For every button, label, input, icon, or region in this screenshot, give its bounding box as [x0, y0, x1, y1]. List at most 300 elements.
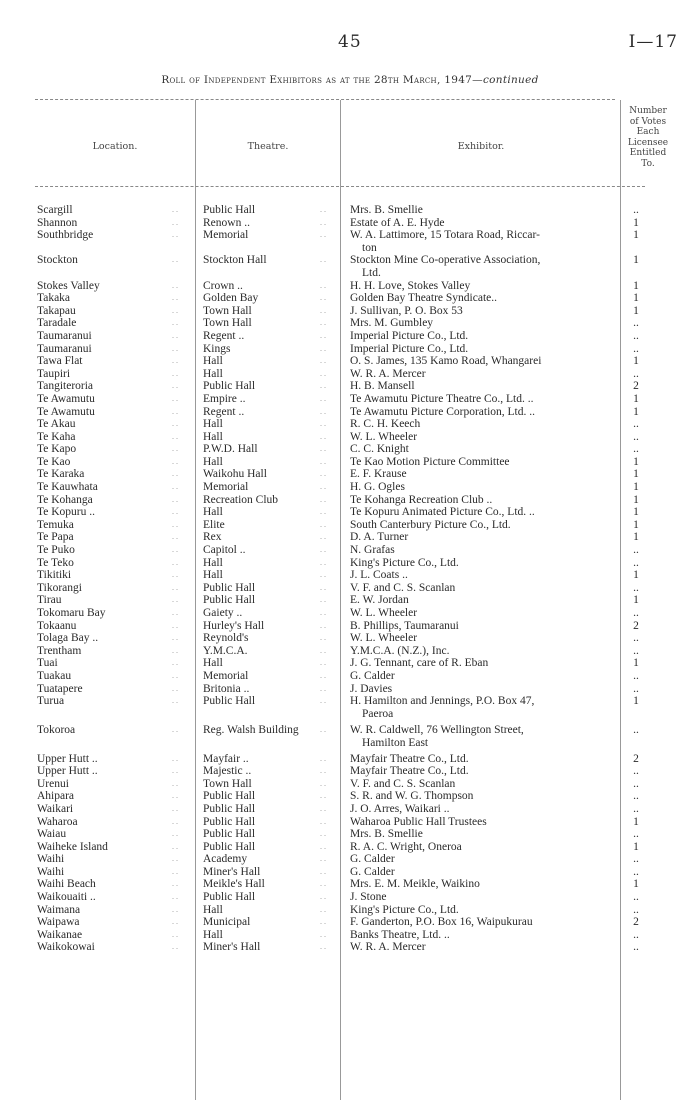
exhibitor-cell: [350, 204, 620, 217]
exhibitor-cell: [350, 657, 620, 670]
exhibitor-line: C. C. Knight: [350, 443, 409, 456]
table-row: [0, 878, 700, 891]
dot-leader: ..: [172, 816, 180, 826]
dot-leader: ..: [320, 582, 328, 592]
votes-line: Each: [636, 127, 660, 137]
dot-leader: ..: [320, 854, 328, 864]
dot-leader: ..: [172, 343, 180, 353]
theatre-cell: Memorial: [203, 669, 249, 682]
votes-cell: ..: [633, 777, 639, 790]
theatre-cell: Memorial: [203, 229, 249, 242]
exhibitor-cell: [350, 506, 620, 519]
dot-leader: ..: [320, 608, 328, 617]
title-text: Roll of Independent Exhibitors as at the 28th March, 1947: [161, 74, 473, 86]
exhibitor-cell: [350, 355, 620, 368]
dot-leader: ..: [172, 532, 180, 542]
exhibitor-line: Y.M.C.A. (N.Z.), Inc.: [350, 644, 450, 657]
exhibitor-line: E. W. Jordan: [350, 594, 409, 607]
location-cell: Tirau: [37, 594, 62, 607]
theatre-cell: Public Hall: [203, 790, 256, 803]
theatre-cell: Majestic ..: [203, 765, 252, 778]
dot-leader: ..: [320, 929, 328, 939]
votes-cell: ..: [633, 367, 639, 380]
theatre-cell: Hall: [203, 506, 223, 519]
exhibitor-line: J. G. Tennant, care of R. Eban: [350, 657, 489, 670]
dot-leader: ..: [320, 766, 328, 776]
table-row: [0, 891, 700, 904]
votes-line: Entitled: [629, 148, 667, 158]
table-row: [0, 941, 700, 954]
theatre-cell: Hall: [203, 657, 223, 670]
votes-line: To.: [641, 158, 655, 169]
theatre-cell: Hall: [203, 556, 223, 569]
votes-line: Number: [629, 106, 667, 116]
votes-cell: 2: [633, 619, 639, 632]
exhibitor-line: South Canterbury Picture Co., Ltd.: [350, 518, 511, 531]
votes-cell: 1: [633, 455, 639, 468]
location-cell: Waimana: [37, 903, 81, 916]
votes-cell: 2: [633, 380, 639, 393]
exhibitor-line: N. Grafas: [350, 544, 395, 557]
dot-leader: ..: [172, 570, 180, 580]
exhibitor-cell: [350, 468, 620, 481]
table-row: [0, 506, 700, 519]
table-row: [0, 229, 700, 254]
dot-leader: ..: [172, 456, 180, 466]
location-cell: Tikitiki: [37, 569, 72, 582]
dot-leader: ..: [172, 469, 180, 479]
table-row: [0, 254, 700, 279]
location-cell: Urenui: [37, 777, 69, 790]
table-row: [0, 790, 700, 803]
exhibitor-line: Waharoa Public Hall Trustees: [350, 815, 487, 828]
dot-leader: ..: [172, 318, 180, 328]
header-exhibitor: Exhibitor.: [457, 141, 505, 152]
exhibitor-line: Te Awamutu Picture Theatre Co., Ltd. ..: [350, 392, 534, 405]
location-cell: Te Kaha: [37, 430, 76, 443]
dot-leader: ..: [320, 942, 328, 952]
location-cell: Tuatapere: [37, 682, 83, 695]
location-cell: Te Kauwhata: [37, 481, 98, 494]
votes-cell: 1: [633, 878, 639, 891]
exhibitor-line: Stockton Mine Co-operative Association,: [350, 254, 541, 267]
dot-leader: ..: [172, 753, 180, 763]
exhibitor-line: J. Sullivan, P. O. Box 53: [350, 304, 463, 317]
location-cell: Tokoroa: [37, 724, 76, 737]
table-row: [0, 632, 700, 645]
dot-leader: ..: [172, 670, 180, 680]
theatre-cell: Hall: [203, 903, 223, 916]
header-rule: [35, 186, 645, 187]
table-row: [0, 519, 700, 532]
exhibitor-line: W. A. Lattimore, 15 Totara Road, Riccar-: [350, 229, 540, 242]
table-row: [0, 866, 700, 879]
votes-cell: 1: [633, 254, 639, 267]
exhibitor-line: H. H. Love, Stokes Valley: [350, 279, 471, 292]
exhibitor-cell: [350, 929, 620, 942]
dot-leader: ..: [172, 854, 180, 864]
dot-leader: ..: [172, 696, 180, 706]
votes-cell: ..: [633, 928, 639, 941]
theatre-cell: Public Hall: [203, 840, 256, 853]
exhibitor-line: ton: [362, 241, 377, 254]
location-cell: Te Teko: [37, 556, 74, 569]
exhibitor-cell: [350, 866, 620, 879]
exhibitor-cell: [350, 632, 620, 645]
theatre-cell: Academy: [203, 853, 248, 866]
location-cell: Te Karaka: [37, 468, 85, 481]
votes-cell: ..: [633, 581, 639, 594]
exhibitor-cell: [350, 594, 620, 607]
location-cell: Upper Hutt ..: [37, 752, 98, 765]
exhibitor-cell: [350, 317, 620, 330]
votes-cell: ..: [633, 430, 639, 443]
location-cell: Stockton: [37, 254, 78, 267]
table-row: [0, 645, 700, 658]
theatre-cell: Elite: [203, 518, 225, 531]
table-row: [0, 380, 700, 393]
exhibitor-line: Banks Theatre, Ltd. ..: [350, 928, 450, 941]
location-cell: Takapau: [37, 304, 76, 317]
dot-leader: ..: [172, 507, 180, 517]
theatre-cell: Stockton Hall: [203, 254, 267, 267]
location-cell: Shannon: [37, 216, 78, 229]
votes-cell: ..: [633, 765, 639, 778]
dot-leader: ..: [172, 766, 180, 776]
theatre-cell: Public Hall: [203, 594, 256, 607]
votes-cell: ..: [633, 941, 639, 954]
exhibitor-cell: [350, 557, 620, 570]
exhibitor-cell: [350, 569, 620, 582]
dot-leader: ..: [172, 519, 180, 529]
dot-leader: ..: [320, 217, 328, 227]
table-row: [0, 607, 700, 620]
exhibitor-cell: [350, 841, 620, 854]
exhibitor-line: S. R. and W. G. Thompson: [350, 790, 474, 803]
votes-cell: ..: [633, 644, 639, 657]
dot-leader: ..: [172, 866, 180, 876]
table-row: [0, 368, 700, 381]
dot-leader: ..: [320, 444, 328, 454]
exhibitor-line: W. R. Caldwell, 76 Wellington Street,: [350, 724, 524, 737]
dot-leader: ..: [320, 431, 328, 441]
dot-leader: ..: [320, 725, 328, 735]
exhibitor-line: J. O. Arres, Waikari ..: [350, 802, 450, 815]
dot-leader: ..: [320, 494, 328, 504]
header-votes: [622, 106, 674, 169]
table-row: [0, 531, 700, 544]
exhibitor-line: H. Hamilton and Jennings, P.O. Box 47,: [350, 695, 535, 708]
votes-cell: 1: [633, 815, 639, 828]
votes-cell: ..: [633, 865, 639, 878]
table-row: [0, 828, 700, 841]
dot-leader: ..: [172, 482, 180, 492]
location-cell: Te Kapo: [37, 443, 77, 456]
votes-cell: ..: [633, 443, 639, 456]
theatre-cell: Hall: [203, 455, 223, 468]
exhibitor-line: V. F. and C. S. Scanlan: [350, 777, 456, 790]
theatre-cell: Public Hall: [203, 828, 256, 841]
dot-leader: ..: [320, 829, 328, 839]
table-row: [0, 683, 700, 696]
table-row: [0, 456, 700, 469]
exhibitor-line: W. L. Wheeler: [350, 430, 418, 443]
dot-leader: ..: [172, 778, 180, 788]
dot-leader: ..: [320, 904, 328, 914]
dot-leader: ..: [320, 917, 328, 927]
exhibitor-cell: [350, 620, 620, 633]
exhibitor-cell: [350, 891, 620, 904]
dot-leader: ..: [320, 205, 328, 214]
dot-leader: ..: [320, 532, 328, 542]
exhibitor-cell: [350, 695, 620, 720]
exhibitor-line: G. Calder: [350, 669, 395, 682]
dot-leader: ..: [172, 330, 180, 340]
exhibitor-line: Golden Bay Theatre Syndicate..: [350, 292, 498, 305]
table-row: [0, 305, 700, 318]
location-cell: Waiheke Island: [37, 840, 108, 853]
dot-leader: ..: [320, 381, 328, 391]
exhibitor-line: O. S. James, 135 Kamo Road, Whangarei: [350, 355, 542, 368]
theatre-cell: Rex: [203, 531, 222, 544]
dot-leader: ..: [172, 725, 180, 735]
table-title: [0, 74, 700, 86]
exhibitor-line: Estate of A. E. Hyde: [350, 216, 445, 229]
exhibitor-cell: [350, 582, 620, 595]
dot-leader: ..: [172, 217, 180, 227]
dot-leader: ..: [172, 406, 180, 416]
dot-leader: ..: [320, 330, 328, 340]
theatre-cell: Town Hall: [203, 317, 252, 330]
exhibitor-line: H. B. Mansell: [350, 380, 415, 393]
exhibitor-cell: [350, 878, 620, 891]
theatre-cell: Public Hall: [203, 695, 256, 708]
table-row: [0, 204, 700, 217]
votes-cell: ..: [633, 632, 639, 645]
exhibitor-cell: [350, 406, 620, 419]
location-cell: Waihi: [37, 865, 65, 878]
exhibitor-cell: [350, 683, 620, 696]
exhibitor-cell: [350, 456, 620, 469]
exhibitor-line: Te Awamutu Picture Corporation, Ltd. ..: [350, 405, 535, 418]
votes-cell: 1: [633, 279, 639, 292]
dot-leader: ..: [320, 892, 328, 902]
location-cell: Ahipara: [37, 790, 75, 803]
location-cell: Te Puko: [37, 544, 75, 557]
exhibitor-line: B. Phillips, Taumaranui: [350, 619, 459, 632]
table-row: [0, 494, 700, 507]
location-cell: Tuakau: [37, 669, 72, 682]
table-body: [0, 204, 700, 954]
table-row: [0, 803, 700, 816]
exhibitor-cell: [350, 368, 620, 381]
exhibitor-cell: [350, 753, 620, 766]
theatre-cell: Hall: [203, 367, 223, 380]
dot-leader: ..: [172, 557, 180, 567]
exhibitor-line: Mrs. E. M. Meikle, Waikino: [350, 878, 480, 891]
header-location: Location.: [92, 141, 138, 152]
dot-leader: ..: [172, 803, 180, 813]
votes-cell: ..: [633, 317, 639, 330]
exhibitor-cell: [350, 904, 620, 917]
location-cell: Te Awamutu: [37, 405, 95, 418]
exhibitor-line: Paeroa: [362, 707, 394, 720]
dot-leader: ..: [320, 841, 328, 851]
location-cell: Te Kopuru ..: [37, 506, 95, 519]
votes-cell: ..: [633, 790, 639, 803]
dot-leader: ..: [172, 582, 180, 592]
theatre-cell: Miner's Hall: [203, 941, 261, 954]
theatre-cell: Hall: [203, 430, 223, 443]
table-row: [0, 816, 700, 829]
table-row: [0, 670, 700, 683]
votes-cell: 1: [633, 531, 639, 544]
location-cell: Waharoa: [37, 815, 78, 828]
dot-leader: ..: [320, 456, 328, 466]
exhibitor-line: Te Kao Motion Picture Committee: [350, 455, 510, 468]
table-row: [0, 292, 700, 305]
exhibitor-line: Ltd.: [362, 266, 381, 279]
location-cell: Tikorangi: [37, 581, 82, 594]
dot-leader: ..: [320, 645, 328, 655]
theatre-cell: Gaiety ..: [203, 607, 243, 619]
dot-leader: ..: [320, 318, 328, 328]
votes-cell: 1: [633, 468, 639, 481]
table-row: [0, 468, 700, 481]
exhibitor-cell: [350, 853, 620, 866]
location-cell: Tuai: [37, 657, 58, 670]
exhibitor-cell: [350, 343, 620, 356]
dot-leader: ..: [320, 368, 328, 378]
table-row: [0, 557, 700, 570]
dot-leader: ..: [172, 645, 180, 655]
votes-cell: ..: [633, 669, 639, 682]
location-cell: Te Akau: [37, 418, 76, 431]
dot-leader: ..: [172, 683, 180, 693]
dot-leader: ..: [320, 803, 328, 813]
dot-leader: ..: [320, 255, 328, 265]
votes-cell: ..: [633, 544, 639, 557]
exhibitor-line: Mrs. M. Gumbley: [350, 317, 434, 330]
votes-line: of Votes: [629, 116, 667, 127]
exhibitor-cell: [350, 481, 620, 494]
exhibitor-cell: [350, 816, 620, 829]
theatre-cell: Regent ..: [203, 329, 245, 342]
exhibitor-line: Imperial Picture Co., Ltd.: [350, 329, 469, 342]
table-row: [0, 904, 700, 917]
exhibitor-line: R. A. C. Wright, Oneroa: [350, 840, 462, 853]
dot-leader: ..: [172, 791, 180, 801]
dot-leader: ..: [172, 829, 180, 839]
dot-leader: ..: [320, 356, 328, 366]
location-cell: Te Papa: [37, 531, 74, 544]
theatre-cell: Municipal: [203, 916, 251, 929]
votes-cell: ..: [633, 802, 639, 815]
location-cell: Taupiri: [37, 367, 71, 380]
votes-cell: ..: [633, 607, 639, 619]
exhibitor-line: J. Stone: [350, 891, 387, 904]
exhibitor-cell: [350, 305, 620, 318]
dot-leader: ..: [172, 368, 180, 378]
dot-leader: ..: [320, 419, 328, 429]
location-cell: Tangiteroria: [37, 380, 94, 393]
page-number: 45: [338, 32, 362, 52]
theatre-cell: Kings: [203, 342, 231, 355]
location-cell: Trentham: [37, 644, 82, 657]
votes-cell: ..: [633, 204, 639, 216]
exhibitor-line: G. Calder: [350, 865, 395, 878]
location-cell: Taumaranui: [37, 342, 92, 355]
table-row: [0, 929, 700, 942]
table-row: [0, 778, 700, 791]
theatre-cell: Crown ..: [203, 279, 243, 292]
location-cell: Scargill: [37, 204, 73, 216]
theatre-cell: Town Hall: [203, 304, 252, 317]
location-cell: Te Kao: [37, 455, 71, 468]
theatre-cell: Town Hall: [203, 777, 252, 790]
dot-leader: ..: [320, 507, 328, 517]
location-cell: Waihi: [37, 853, 65, 866]
exhibitor-line: King's Picture Co., Ltd.: [350, 903, 459, 916]
theatre-cell: Miner's Hall: [203, 865, 261, 878]
exhibitor-cell: [350, 790, 620, 803]
exhibitor-cell: [350, 380, 620, 393]
dot-leader: ..: [172, 293, 180, 303]
exhibitor-line: H. G. Ogles: [350, 481, 405, 494]
dot-leader: ..: [172, 595, 180, 605]
votes-cell: ..: [633, 329, 639, 342]
votes-cell: 1: [633, 506, 639, 519]
dot-leader: ..: [172, 431, 180, 441]
table-row: [0, 355, 700, 368]
exhibitor-line: W. L. Wheeler: [350, 607, 418, 619]
votes-cell: 1: [633, 355, 639, 368]
exhibitor-line: W. L. Wheeler: [350, 632, 418, 645]
exhibitor-line: Mayfair Theatre Co., Ltd.: [350, 752, 469, 765]
exhibitor-cell: [350, 418, 620, 431]
exhibitor-cell: [350, 443, 620, 456]
exhibitor-cell: [350, 292, 620, 305]
dot-leader: ..: [172, 929, 180, 939]
exhibitor-cell: [350, 494, 620, 507]
location-cell: Te Awamutu: [37, 392, 95, 405]
votes-cell: ..: [633, 418, 639, 431]
dot-leader: ..: [320, 633, 328, 643]
exhibitor-line: D. A. Turner: [350, 531, 409, 544]
exhibitor-cell: [350, 778, 620, 791]
location-cell: Southbridge: [37, 229, 94, 242]
location-cell: Waihi Beach: [37, 878, 96, 891]
table-row: [0, 431, 700, 444]
location-cell: Te Kohanga: [37, 493, 93, 506]
location-cell: Waiau: [37, 828, 67, 841]
dot-leader: ..: [172, 305, 180, 315]
votes-cell: 1: [633, 304, 639, 317]
dot-leader: ..: [320, 620, 328, 630]
theatre-cell: Y.M.C.A.: [203, 644, 248, 657]
exhibitor-line: Imperial Picture Co., Ltd.: [350, 342, 469, 355]
dot-leader: ..: [172, 356, 180, 366]
votes-cell: ..: [633, 724, 639, 737]
table-row: [0, 853, 700, 866]
location-cell: Takaka: [37, 292, 71, 305]
dot-leader: ..: [320, 545, 328, 555]
votes-cell: ..: [633, 828, 639, 841]
votes-cell: ..: [633, 853, 639, 866]
table-row: [0, 330, 700, 343]
dot-leader: ..: [172, 620, 180, 630]
theatre-cell: Mayfair ..: [203, 752, 249, 765]
